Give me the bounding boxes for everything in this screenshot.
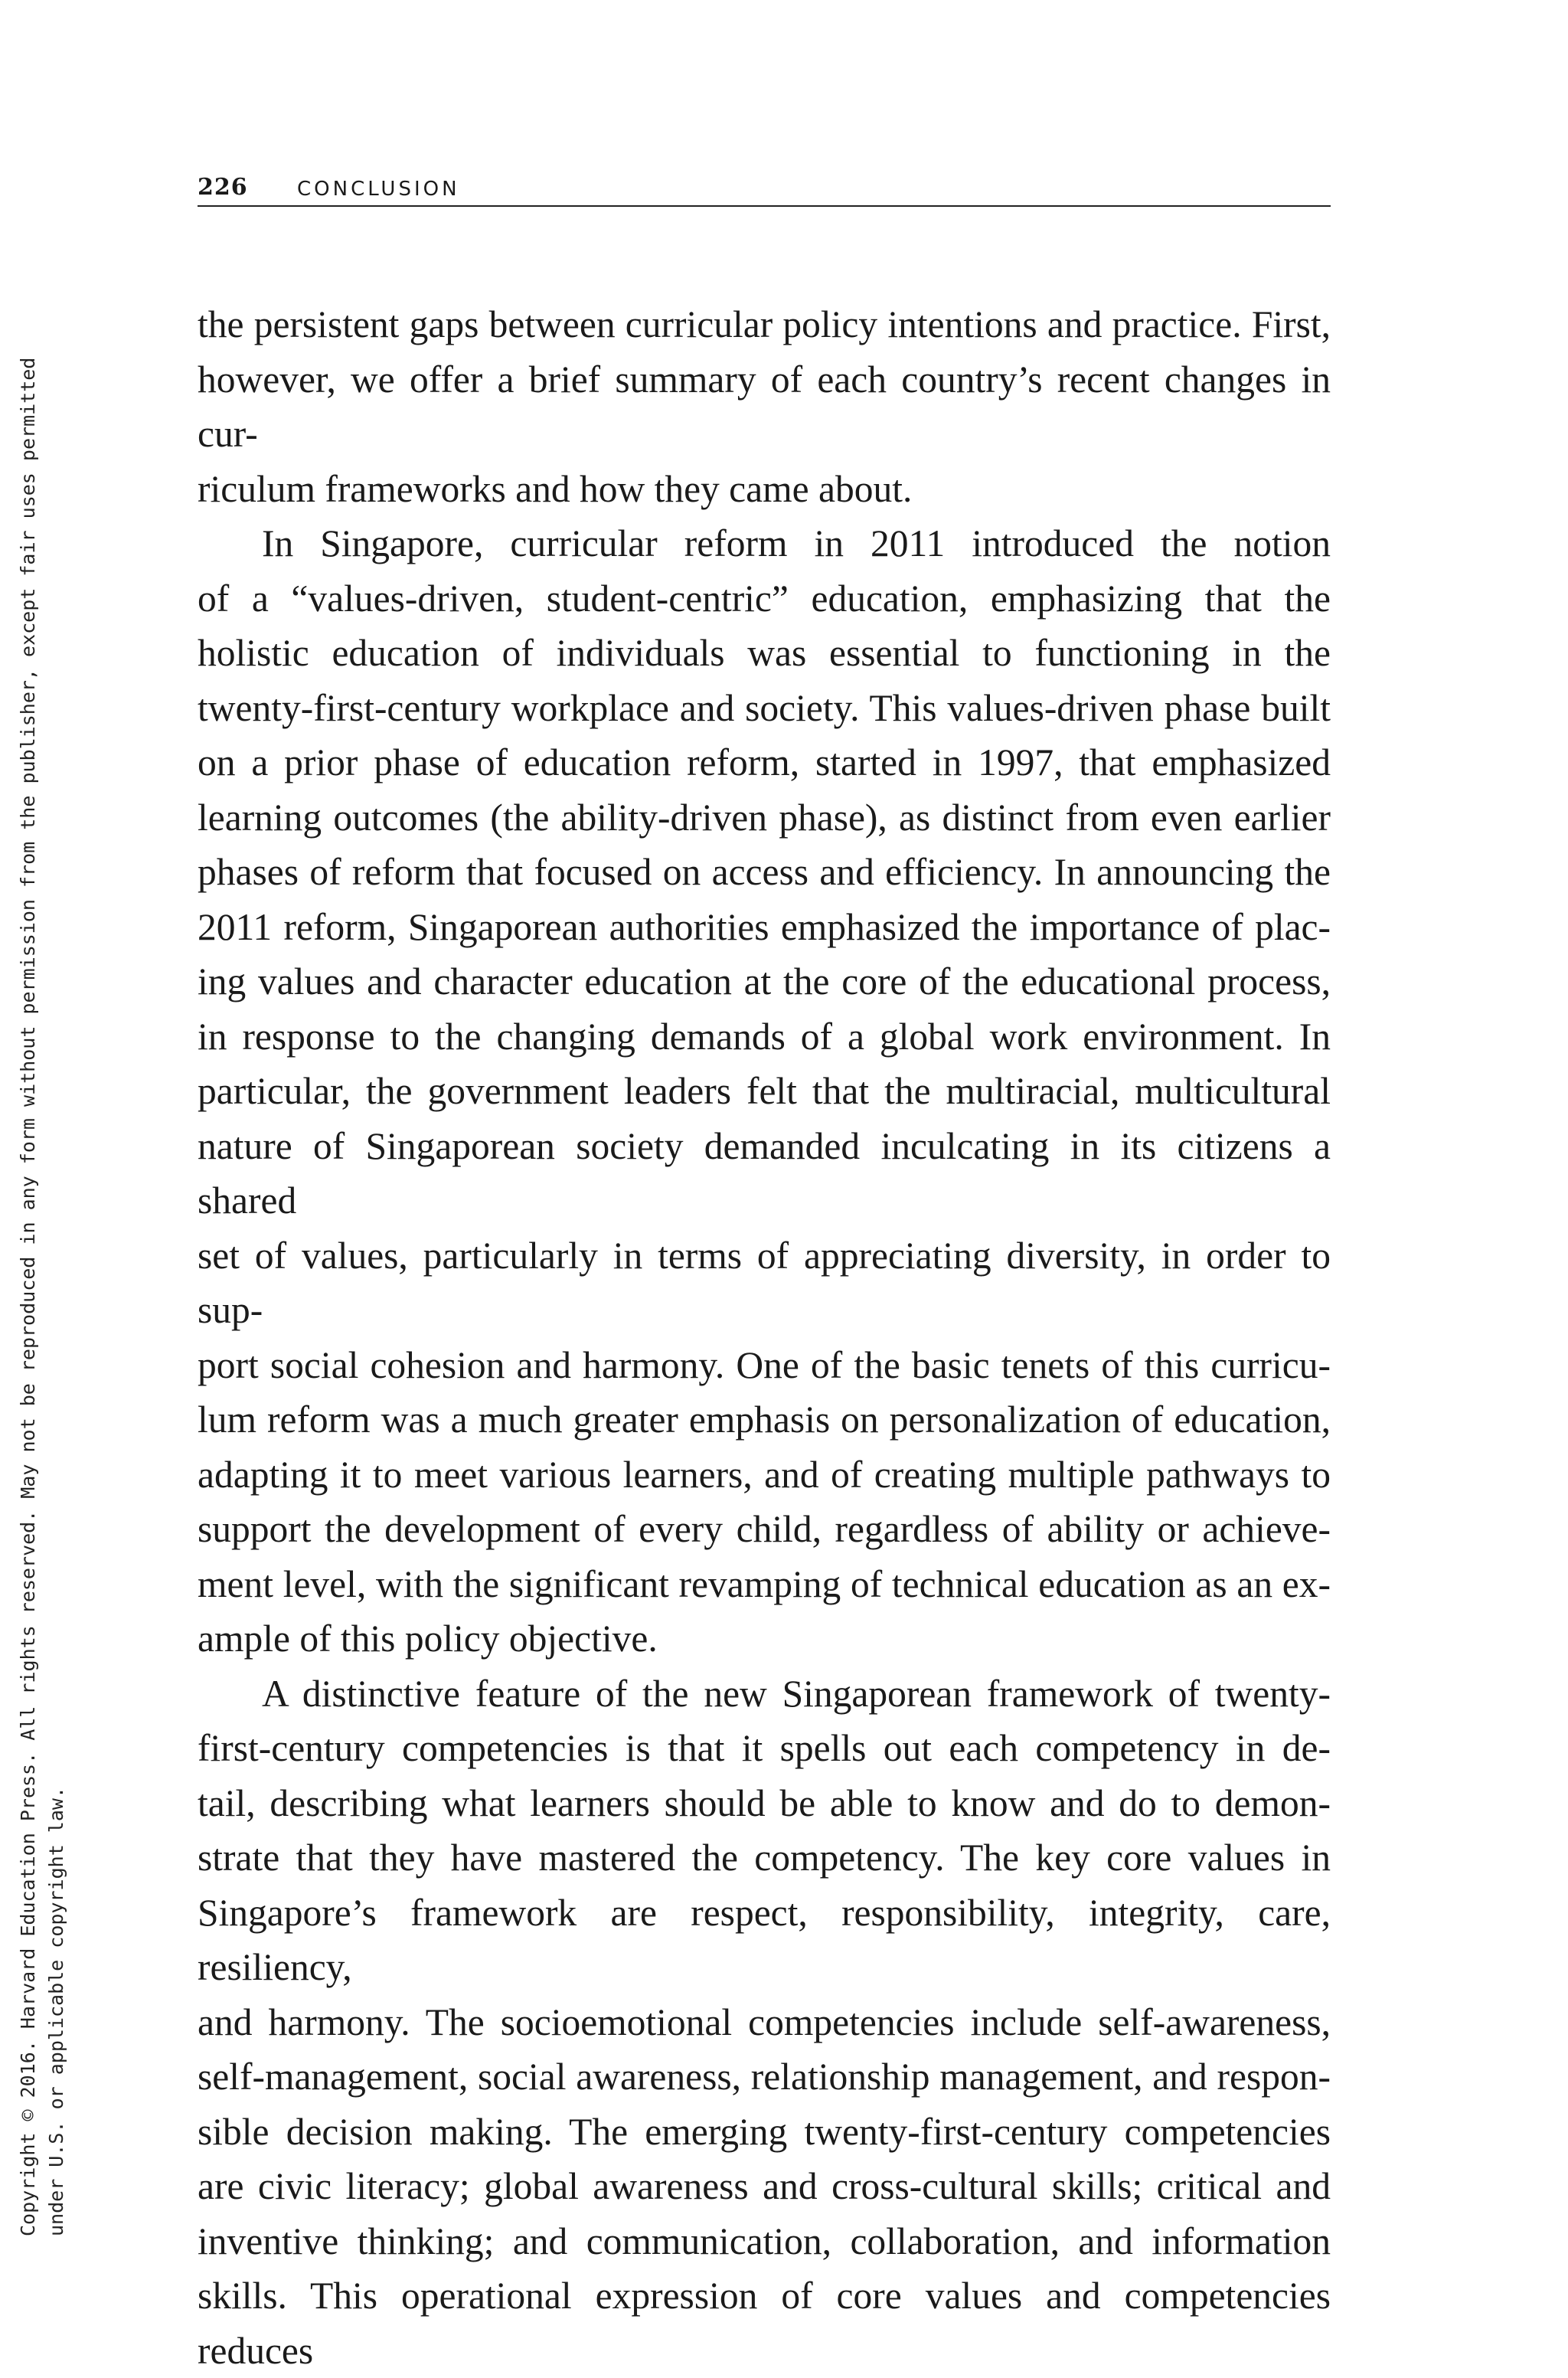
text-line: In Singapore, curricular reform in 2011 introduced the notion — [198, 516, 1331, 571]
text-line: twenty-first-century workplace and society. This values-driven phase built — [198, 681, 1331, 736]
text-line: are civic literacy; global awareness and cross-cultural skills; critical and — [198, 2159, 1331, 2214]
paragraph — [198, 516, 1331, 1667]
text-line: self-management, social awareness, relationship management, and respon- — [198, 2049, 1331, 2105]
running-head: CONCLUSION — [297, 178, 460, 201]
text-line: phases of reform that focused on access and efficiency. In announcing the — [198, 845, 1331, 900]
text-line: port social cohesion and harmony. One of the basic tenets of this curricu- — [198, 1338, 1331, 1393]
text-line: first-century competencies is that it spells out each competency in de- — [198, 1721, 1331, 1776]
text-line: holistic education of individuals was essential to functioning in the — [198, 626, 1331, 681]
page-number: 226 — [198, 174, 248, 201]
text-line: A distinctive feature of the new Singaporean framework of twenty- — [198, 1667, 1331, 1722]
text-line: of a “values-driven, student-centric” education, emphasizing that the — [198, 571, 1331, 626]
copyright-line-2: under U.S. or applicable copyright law. — [42, 245, 70, 2236]
text-line: lum reform was a much greater emphasis on personalization of education, — [198, 1392, 1331, 1447]
text-line: the persistent gaps between curricular policy intentions and practice. First, — [198, 297, 1331, 352]
text-line: sible decision making. The emerging twenty-first-century competencies — [198, 2105, 1331, 2160]
copyright-notice — [14, 245, 70, 2236]
text-line: support the development of every child, regardless of ability or achieve- — [198, 1502, 1331, 1557]
text-line: inventive thinking; and communication, collaboration, and information — [198, 2214, 1331, 2269]
text-line: tail, describing what learners should be able to know and do to demon- — [198, 1776, 1331, 1831]
text-line: however, we offer a brief summary of each country’s recent changes in cur- — [198, 352, 1331, 462]
paragraph — [198, 297, 1331, 516]
text-line: skills. This operational expression of core values and competencies reduces — [198, 2268, 1331, 2378]
text-line: ment level, with the significant revamping of technical education as an ex- — [198, 1557, 1331, 1612]
text-line: ample of this policy objective. — [198, 1611, 1331, 1667]
paragraph — [198, 1667, 1331, 2378]
text-line: ing values and character education at the core of the educational process, — [198, 954, 1331, 1009]
text-line: in response to the changing demands of a global work environment. In — [198, 1009, 1331, 1065]
text-line: set of values, particularly in terms of appreciating diversity, in order to sup- — [198, 1228, 1331, 1338]
text-line: nature of Singaporean society demanded inculcating in its citizens a shared — [198, 1119, 1331, 1228]
body-text — [198, 297, 1331, 2378]
text-line: on a prior phase of education reform, started in 1997, that emphasized — [198, 735, 1331, 790]
text-line: learning outcomes (the ability-driven phase), as distinct from even earlier — [198, 790, 1331, 846]
text-line: adapting it to meet various learners, and of creating multiple pathways to — [198, 1447, 1331, 1503]
page-header — [198, 170, 1331, 207]
text-line: and harmony. The socioemotional competencies include self-awareness, — [198, 1995, 1331, 2050]
text-line: riculum frameworks and how they came about. — [198, 462, 1331, 517]
text-line: strate that they have mastered the competency. The key core values in — [198, 1830, 1331, 1886]
copyright-line-1: Copyright © 2016. Harvard Education Press. All rights reserved. May not be reproduced in any form without permission from the publisher, except fair uses permitted — [14, 245, 42, 2236]
text-line: 2011 reform, Singaporean authorities emphasized the importance of plac- — [198, 900, 1331, 955]
text-line: particular, the government leaders felt that the multiracial, multicultural — [198, 1064, 1331, 1119]
text-line: Singapore’s framework are respect, responsibility, integrity, care, resiliency, — [198, 1886, 1331, 1995]
